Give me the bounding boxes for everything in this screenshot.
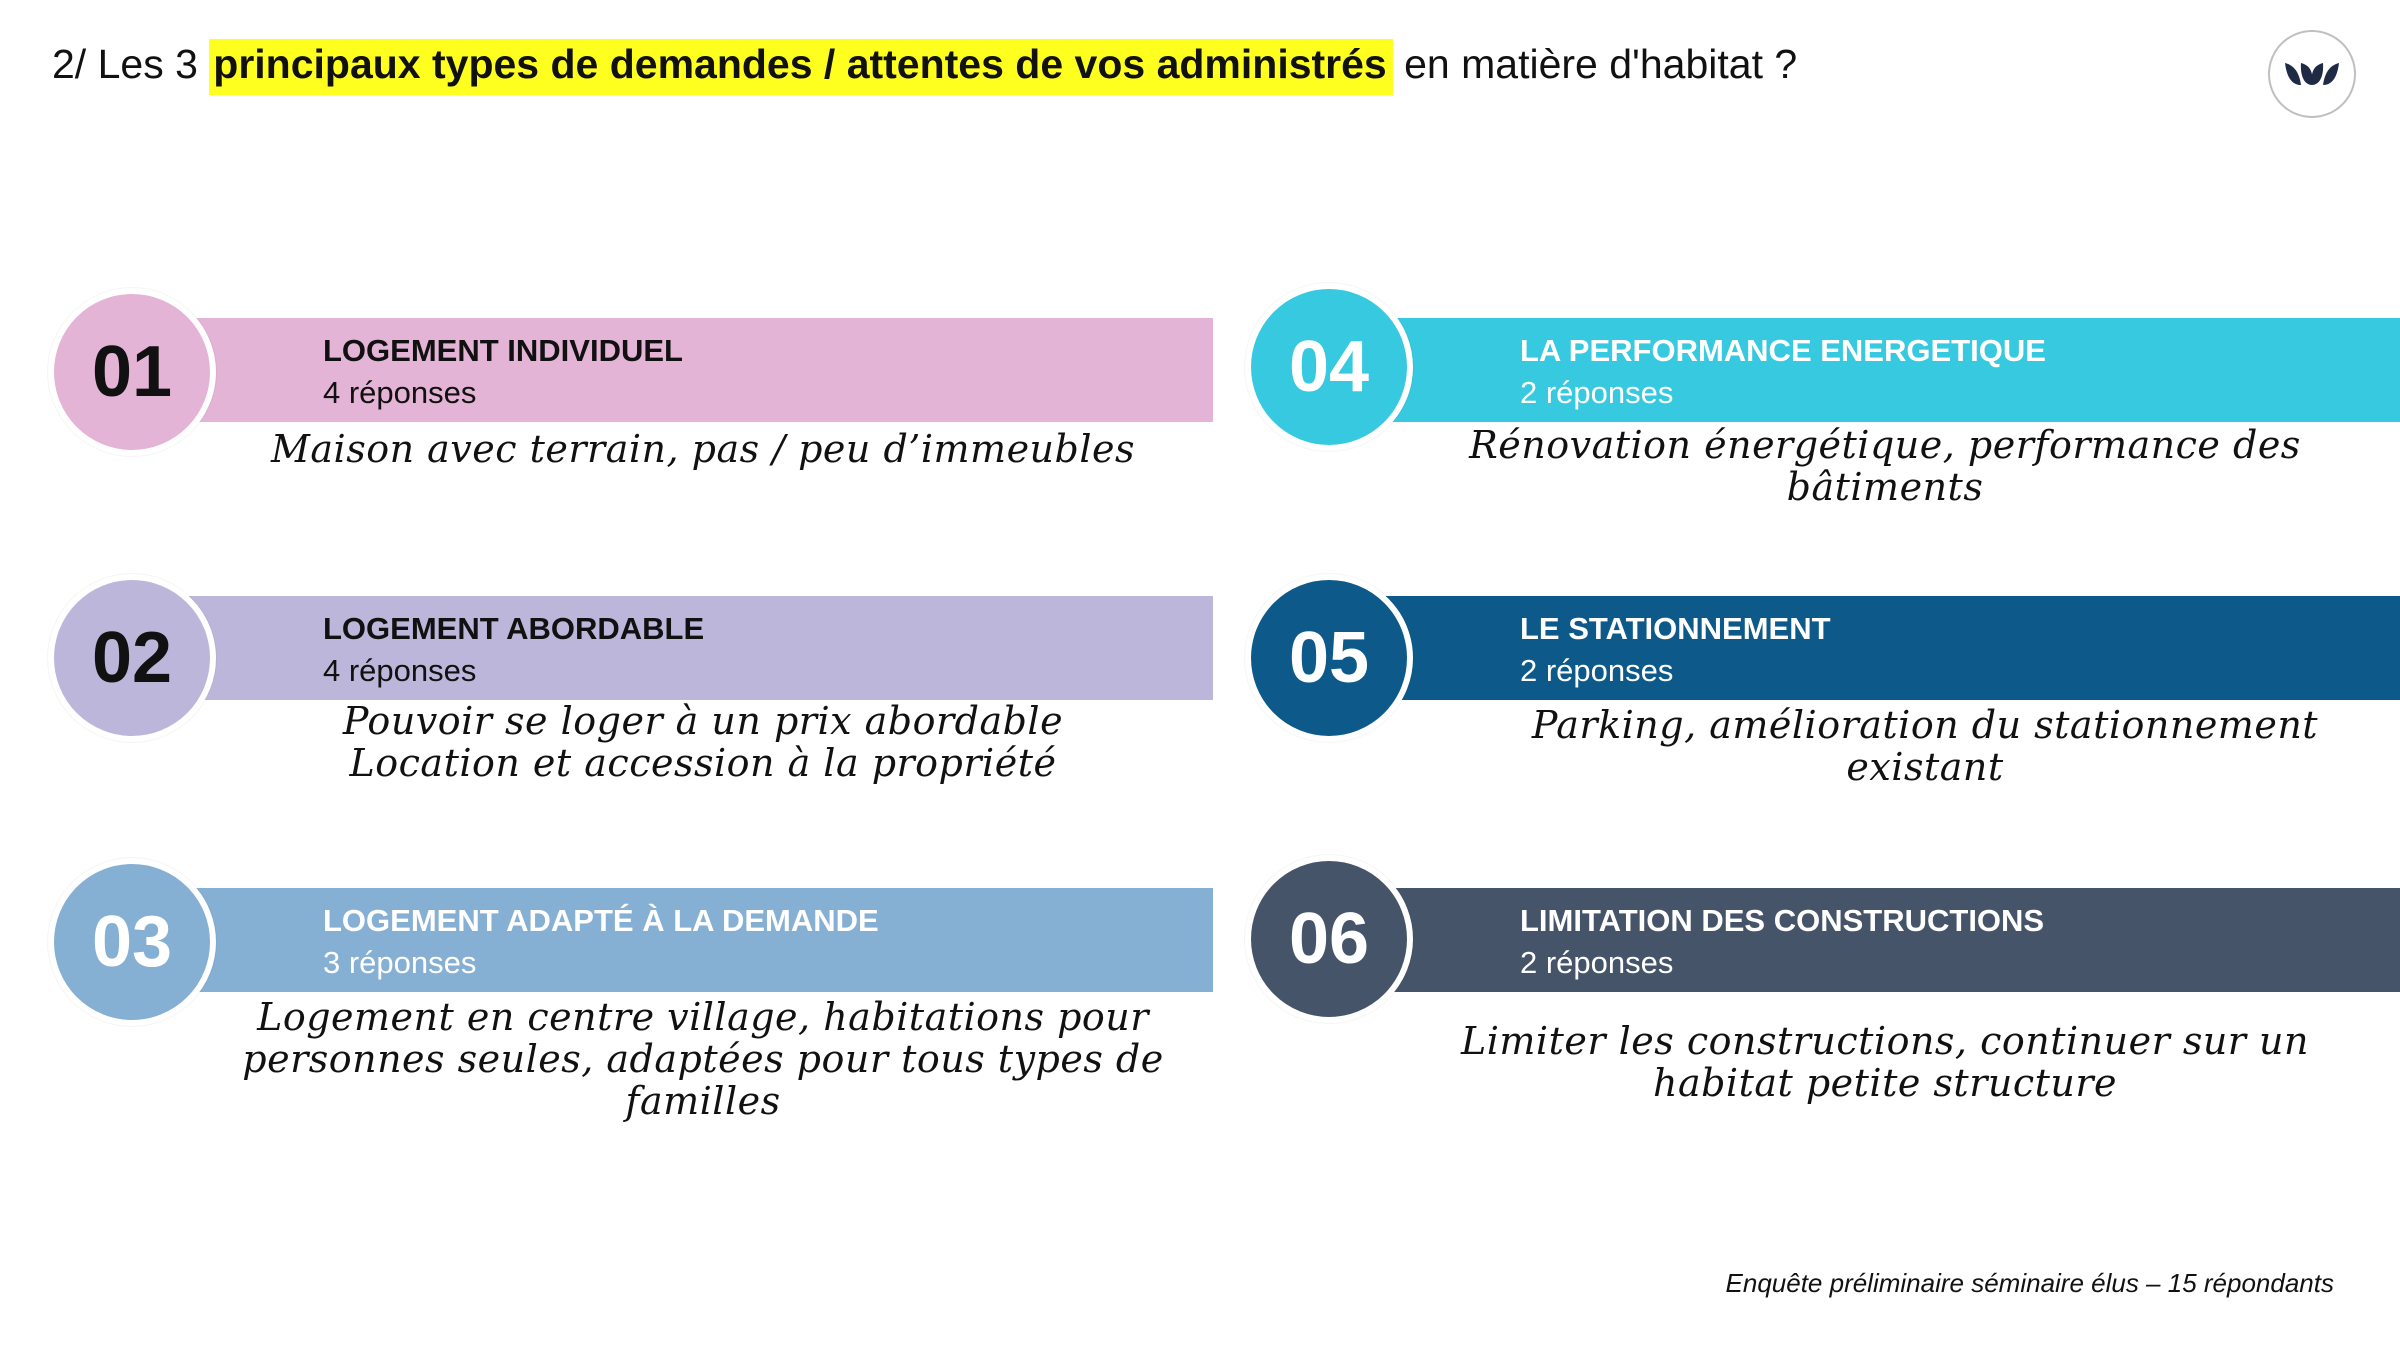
item-stationnement [1245,574,2400,834]
item-number-badge: 05 [1245,574,1413,742]
title-prefix: 2/ Les 3 [52,41,210,87]
item-bar [173,596,1213,700]
item-bar [1370,318,2400,422]
slide-title [52,34,1797,94]
item-limitation-constructions [1245,855,2400,1115]
item-title: LE STATIONNEMENT [1520,611,1831,646]
item-title: LOGEMENT ADAPTÉ À LA DEMANDE [323,903,879,938]
item-title: LIMITATION DES CONSTRUCTIONS [1520,903,2045,938]
item-number-badge: 01 [48,288,216,456]
item-bar [173,318,1213,422]
item-logement-abordable [48,574,1218,834]
item-number-badge: 06 [1245,855,1413,1023]
item-description: Limiter les constructions, continuer sur un habitat petite structure [1461,1019,2309,1105]
item-bar [173,888,1213,992]
item-description: Maison avec terrain, pas / peu d’immeubles [270,427,1135,471]
item-bar [1370,888,2400,992]
item-number-badge: 04 [1245,283,1413,451]
item-title: LOGEMENT ABORDABLE [323,611,705,646]
item-logement-individuel [48,288,1218,548]
title-highlight: principaux types de demandes / attentes de vos administrés [209,39,1392,95]
item-description: Rénovation énergétique, performance des bâtiments [1469,423,2301,509]
item-bar [1370,596,2400,700]
item-count: 4 réponses [323,375,477,410]
item-count: 2 réponses [1520,375,1674,410]
item-description: Logement en centre village, habitations pour personnes seules, adaptées pour tous types de familles [242,995,1164,1123]
item-description: Parking, amélioration du stationnement existant [1531,703,2319,789]
item-title: LA PERFORMANCE ENERGETIQUE [1520,333,2046,368]
item-number-badge: 03 [48,858,216,1026]
item-count: 3 réponses [323,945,477,980]
item-count: 2 réponses [1520,653,1674,688]
item-title: LOGEMENT INDIVIDUEL [323,333,683,368]
survey-source-note: Enquête préliminaire séminaire élus – 15 répondants [1725,1268,2334,1298]
item-performance-energetique [1245,283,2400,543]
leaves-logo-icon [2268,30,2356,118]
item-logement-adapte [48,858,1218,1123]
item-description: Pouvoir se loger à un prix abordable Location et accession à la propriété [342,699,1064,785]
item-count: 2 réponses [1520,945,1674,980]
title-suffix: en matière d'habitat ? [1392,41,1798,87]
item-count: 4 réponses [323,653,477,688]
item-number-badge: 02 [48,574,216,742]
